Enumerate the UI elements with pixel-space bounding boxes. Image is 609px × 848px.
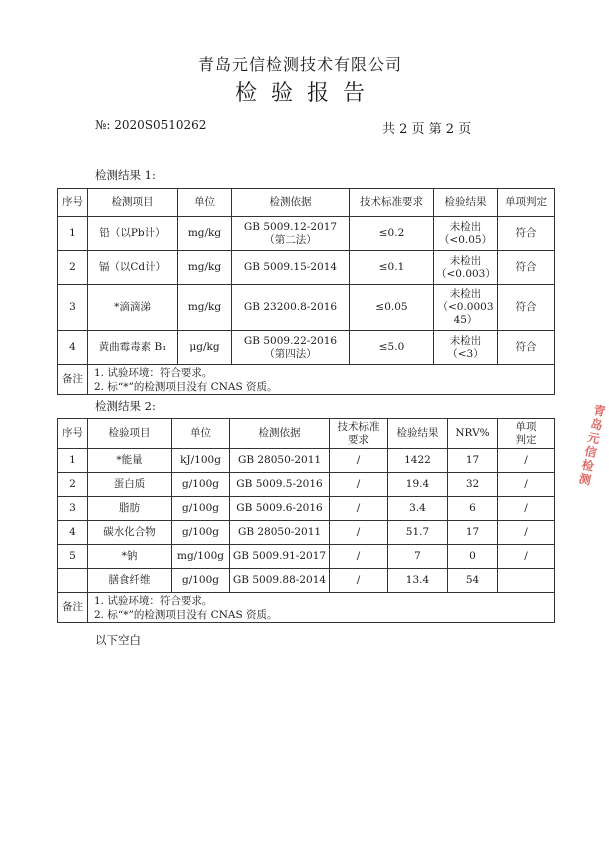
section1-cell: 铅（以Pb计） (88, 217, 178, 251)
section1-cell: GB 23200.8-2016 (232, 285, 350, 331)
table1-header-row (58, 189, 555, 217)
section1-cell: ≤5.0 (350, 331, 434, 365)
section1-cell: 符合 (498, 251, 555, 285)
table1-notes-row (58, 365, 555, 395)
section2-cell: 32 (448, 473, 498, 497)
section2-cell: 6 (448, 497, 498, 521)
section2-cell: 51.7 (388, 521, 448, 545)
company-seal-stamp: 青岛元信检测 (576, 402, 608, 489)
section2-cell: 3.4 (388, 497, 448, 521)
section2-cell: kJ/100g (172, 449, 230, 473)
section2-row (58, 545, 555, 569)
section2-cell: mg/100g (172, 545, 230, 569)
section2-cell: / (498, 545, 555, 569)
table2-header-cell: 检验结果 (388, 419, 448, 449)
section2-cell: 膳食纤维 (88, 569, 172, 593)
table1-notes-label: 备注 (58, 365, 88, 395)
table1-header-cell: 技术标准要求 (350, 189, 434, 217)
results-table-2 (57, 418, 555, 623)
blank-below-note: 以下空白 (95, 633, 141, 647)
section2-cell: 1422 (388, 449, 448, 473)
section1-cell: 符合 (498, 285, 555, 331)
table2-header-cell: 单位 (172, 419, 230, 449)
table2-header-row (58, 419, 555, 449)
section2-cell: GB 5009.5-2016 (230, 473, 330, 497)
table2-notes (88, 593, 555, 623)
table1-header-cell: 检测依据 (232, 189, 350, 217)
table1-header-cell: 检测项目 (88, 189, 178, 217)
section1-cell: 符合 (498, 217, 555, 251)
section1-cell: mg/kg (178, 285, 232, 331)
section1-cell: GB 5009.22-2016 （第四法） (232, 331, 350, 365)
section2-cell: 蛋白质 (88, 473, 172, 497)
section2-row (58, 569, 555, 593)
section2-cell: GB 28050-2011 (230, 521, 330, 545)
report-number: №: 2020S0510262 (95, 118, 207, 132)
table1-note: 1. 试验环境：符合要求。 (94, 366, 213, 379)
section2-cell: *钠 (88, 545, 172, 569)
section1-row (58, 217, 555, 251)
table1-note: 2. 标“*”的检测项目没有 CNAS 资质。 (94, 380, 278, 393)
section2-cell: g/100g (172, 521, 230, 545)
section2-cell: 5 (58, 545, 88, 569)
section1-row (58, 331, 555, 365)
table1-header-cell: 单项判定 (498, 189, 555, 217)
table2-header-cell: 单项 判定 (498, 419, 555, 449)
section1-cell: mg/kg (178, 251, 232, 285)
section1-row (58, 285, 555, 331)
section1-cell: 1 (58, 217, 88, 251)
section2-cell: 54 (448, 569, 498, 593)
section2-row (58, 521, 555, 545)
section2-cell: 3 (58, 497, 88, 521)
table2-notes-row (58, 593, 555, 623)
section2-cell: / (330, 545, 388, 569)
section1-cell: 4 (58, 331, 88, 365)
section2-cell: 脂肪 (88, 497, 172, 521)
section1-cell: 未检出 （<3） (434, 331, 498, 365)
section2-cell (498, 569, 555, 593)
section1-label: 检测结果 1: (95, 168, 156, 182)
section2-cell: 碳水化合物 (88, 521, 172, 545)
section2-cell: GB 5009.91-2017 (230, 545, 330, 569)
section2-label: 检测结果 2: (95, 399, 156, 413)
table2-header-cell: 序号 (58, 419, 88, 449)
section2-cell: / (330, 521, 388, 545)
table2-note: 2. 标“*”的检测项目没有 CNAS 资质。 (94, 608, 278, 621)
table1-header-cell: 单位 (178, 189, 232, 217)
section1-cell: 镉（以Cd计） (88, 251, 178, 285)
table1-header-cell: 检验结果 (434, 189, 498, 217)
section1-cell: 未检出 （<0.0003 45） (434, 285, 498, 331)
section2-cell: / (330, 449, 388, 473)
section1-cell: GB 5009.15-2014 (232, 251, 350, 285)
table1-notes (88, 365, 555, 395)
table2-note: 1. 试验环境：符合要求。 (94, 594, 213, 607)
section2-cell: / (498, 497, 555, 521)
table2-header-cell: 技术标准 要求 (330, 419, 388, 449)
section1-cell: 未检出 （<0.003） (434, 251, 498, 285)
section1-cell: 3 (58, 285, 88, 331)
section2-cell: GB 28050-2011 (230, 449, 330, 473)
results-table-1 (57, 188, 555, 395)
section2-row (58, 497, 555, 521)
section2-cell: 0 (448, 545, 498, 569)
section2-cell: / (330, 497, 388, 521)
section1-cell: ≤0.1 (350, 251, 434, 285)
section1-cell: 符合 (498, 331, 555, 365)
section1-cell: GB 5009.12-2017 （第二法） (232, 217, 350, 251)
section1-cell: mg/kg (178, 217, 232, 251)
section1-cell: 2 (58, 251, 88, 285)
page-info: 共 2 页 第 2 页 (382, 122, 472, 137)
table2-header-cell: 检测依据 (230, 419, 330, 449)
section2-cell: g/100g (172, 473, 230, 497)
section1-row (58, 251, 555, 285)
section1-cell: ≤0.2 (350, 217, 434, 251)
section2-row (58, 449, 555, 473)
section2-cell: 17 (448, 449, 498, 473)
table2-header-cell: NRV% (448, 419, 498, 449)
section2-row (58, 473, 555, 497)
section1-cell: *滴滴涕 (88, 285, 178, 331)
section2-cell: GB 5009.6-2016 (230, 497, 330, 521)
table1-header-cell: 序号 (58, 189, 88, 217)
table2-header-cell: 检验项目 (88, 419, 172, 449)
report-title: 检验报告 (234, 81, 379, 106)
section2-cell (58, 569, 88, 593)
section2-cell: / (330, 569, 388, 593)
section2-cell: GB 5009.88-2014 (230, 569, 330, 593)
section2-cell: / (330, 473, 388, 497)
section2-cell: *能量 (88, 449, 172, 473)
section2-cell: g/100g (172, 569, 230, 593)
section2-cell: 7 (388, 545, 448, 569)
section1-cell: 未检出 （<0.05） (434, 217, 498, 251)
section1-cell: 黄曲霉毒素 B₁ (88, 331, 178, 365)
section2-cell: 19.4 (388, 473, 448, 497)
section2-cell: / (498, 473, 555, 497)
section2-cell: 2 (58, 473, 88, 497)
table2-notes-label: 备注 (58, 593, 88, 623)
section2-cell: 1 (58, 449, 88, 473)
section2-cell: 13.4 (388, 569, 448, 593)
section1-cell: μg/kg (178, 331, 232, 365)
section2-cell: g/100g (172, 497, 230, 521)
section2-cell: 17 (448, 521, 498, 545)
section1-cell: ≤0.05 (350, 285, 434, 331)
company-name: 青岛元信检测技术有限公司 (197, 55, 402, 74)
section2-cell: / (498, 449, 555, 473)
section2-cell: / (498, 521, 555, 545)
section2-cell: 4 (58, 521, 88, 545)
